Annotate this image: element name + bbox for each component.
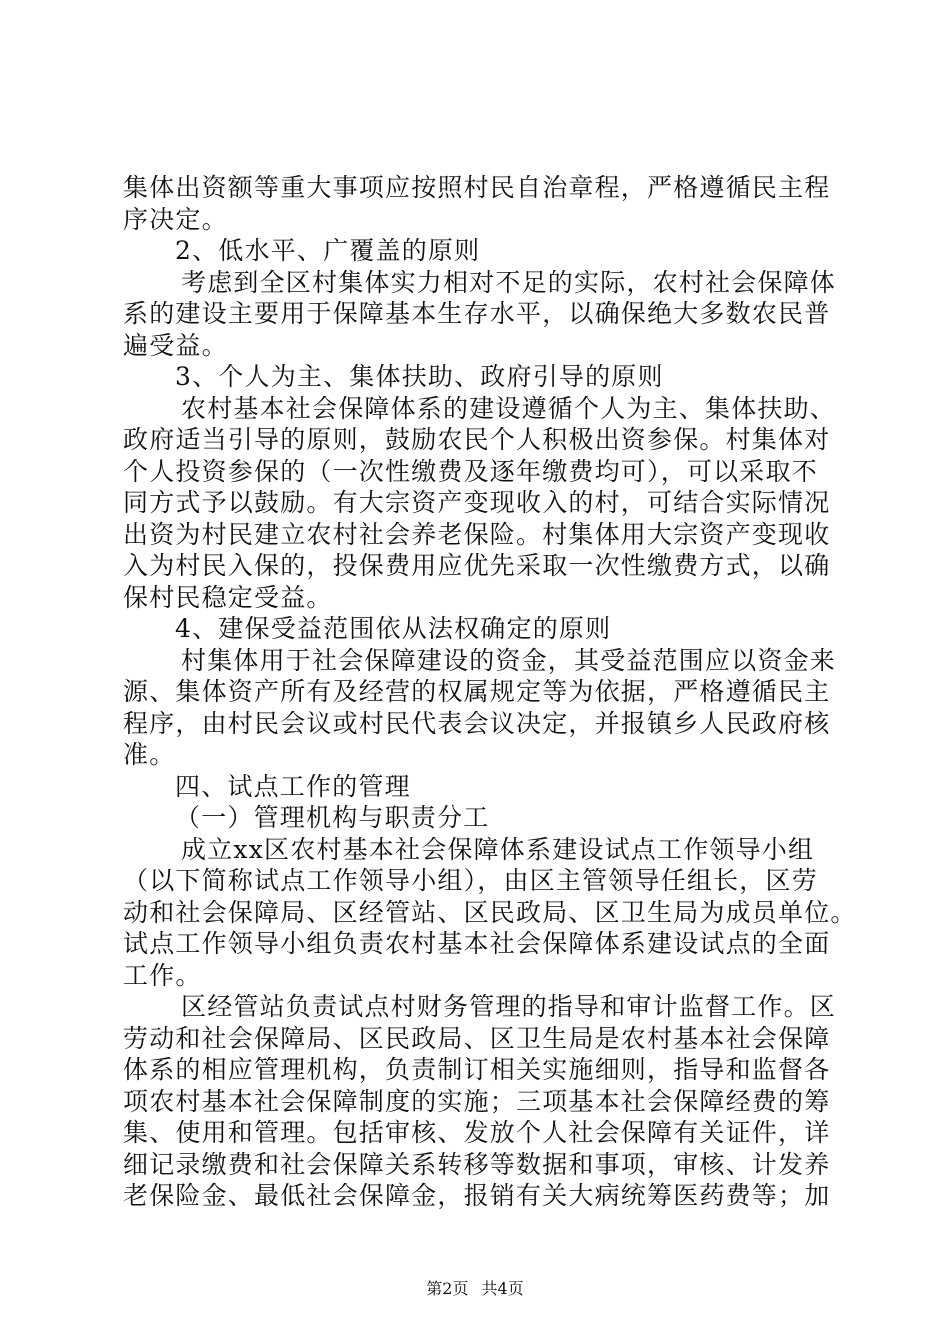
text-line: 入为村民入保的，投保费用应优先采取一次性缴费方式，以确 xyxy=(123,551,831,580)
text-line: 集体出资额等重大事项应按照村民自治章程，严格遵循民主程 xyxy=(123,173,831,202)
text-line: 细记录缴费和社会保障关系转移等数据和事项，审核、计发养 xyxy=(123,1149,831,1179)
text-line: 区经管站负责试点村财务管理的指导和审计监督工作。区 xyxy=(181,992,837,1021)
text-line: 准。 xyxy=(123,740,176,769)
text-line: 系的建设主要用于保障基本生存水平，以确保绝大多数农民普 xyxy=(123,299,831,328)
text-line: 项农村基本社会保障制度的实施；三项基本社会保障经费的筹 xyxy=(123,1086,831,1116)
text-line: 政府适当引导的原则，鼓励农民个人积极出资参保。村集体对 xyxy=(123,425,831,454)
text-line: 体系的相应管理机构，负责制订相关实施细则，指导和监督各 xyxy=(123,1055,831,1084)
page-footer xyxy=(0,1276,950,1299)
text-line: （一）管理机构与职责分工 xyxy=(175,803,490,832)
text-line: 老保险金、最低社会保障金，报销有关大病统筹医药费等；加 xyxy=(123,1181,831,1210)
text-line: 出资为村民建立农村社会养老保险。村集体用大宗资产变现收 xyxy=(123,519,831,549)
text-line: 程序，由村民会议或村民代表会议决定，并报镇乡人民政府核 xyxy=(123,708,831,738)
text-line: 四、试点工作的管理 xyxy=(175,771,411,801)
document-body xyxy=(123,172,857,1212)
text-line: 试点工作领导小组负责农村基本社会保障体系建设试点的全面 xyxy=(123,929,831,958)
page-total: 共4页 xyxy=(481,1279,524,1298)
text-line: 序决定。 xyxy=(123,204,228,234)
text-line: 遍受益。 xyxy=(123,330,228,360)
text-line: 成立xx区农村基本社会保障体系建设试点工作领导小组 xyxy=(181,834,815,864)
text-line: 农村基本社会保障体系的建设遵循个人为主、集体扶助、 xyxy=(181,393,837,423)
text-line: 工作。 xyxy=(123,960,202,990)
text-line: 劳动和社会保障局、区民政局、区卫生局是农村基本社会保障 xyxy=(123,1023,831,1053)
text-line: 考虑到全区村集体实力相对不足的实际，农村社会保障体 xyxy=(181,267,837,297)
text-line: 4、建保受益范围依从法权确定的原则 xyxy=(175,614,612,643)
text-line: 3、个人为主、集体扶助、政府引导的原则 xyxy=(175,362,664,391)
page-number: 第2页 xyxy=(426,1279,469,1298)
text-line: 2、低水平、广覆盖的原则 xyxy=(175,236,481,265)
text-line: 集、使用和管理。包括审核、发放个人社会保障有关证件，详 xyxy=(123,1118,831,1147)
text-line: 保村民稳定受益。 xyxy=(123,582,333,612)
text-line: 动和社会保障局、区经管站、区民政局、区卫生局为成员单位。 xyxy=(123,897,857,927)
text-line: 源、集体资产所有及经营的权属规定等为依据，严格遵循民主 xyxy=(123,677,831,706)
text-line: 个人投资参保的（一次性缴费及逐年缴费均可），可以采取不 xyxy=(123,456,818,486)
text-line: 同方式予以鼓励。有大宗资产变现收入的村，可结合实际情况 xyxy=(123,488,831,517)
text-line: （以下简称试点工作领导小组），由区主管领导任组长，区劳 xyxy=(123,866,818,895)
text-line: 村集体用于社会保障建设的资金，其受益范围应以资金来 xyxy=(181,645,837,675)
